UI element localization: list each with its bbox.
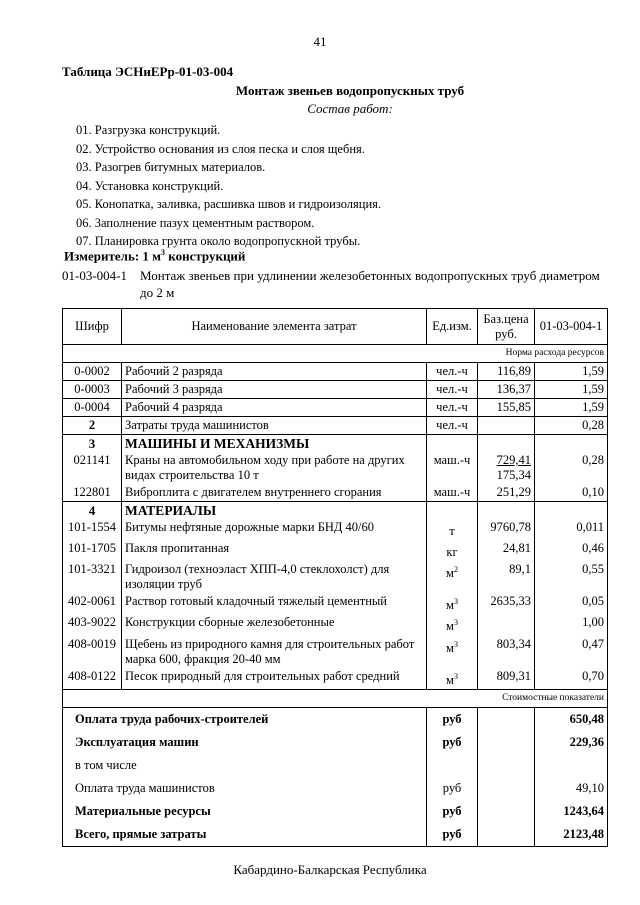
table-title: Таблица ЭСНиЕРр-01-03-004 xyxy=(62,64,234,79)
row-name: Виброплита с двигателем внутреннего сгорания xyxy=(122,484,427,502)
norm-description: Монтаж звеньев при удлинении железобетонных водопропускных труб диаметром до 2 м xyxy=(140,268,600,300)
row-price: 9760,78 xyxy=(478,519,535,540)
row-code: 0-0004 xyxy=(63,399,122,417)
header-price: Баз.цена руб. xyxy=(478,309,535,345)
row-price: 809,31 xyxy=(478,668,535,690)
row-price xyxy=(478,614,535,635)
row-price: 2635,33 xyxy=(478,593,535,614)
table-row xyxy=(63,381,608,399)
cost-name: в том числе xyxy=(63,754,427,777)
row-code: 0-0002 xyxy=(63,363,122,381)
section-title: МАШИНЫ И МЕХАНИЗМЫ xyxy=(122,435,427,453)
row-code: 408-0122 xyxy=(63,668,122,690)
row-name: Рабочий 4 разряда xyxy=(122,399,427,417)
cost-unit: руб xyxy=(427,731,478,754)
row-unit xyxy=(427,561,478,593)
row-code: 122801 xyxy=(63,484,122,502)
cost-name: Оплата труда машинистов xyxy=(63,777,427,800)
unit-text: м xyxy=(446,672,454,687)
cost-unit xyxy=(427,754,478,777)
section-header-row xyxy=(63,502,608,520)
unit-text: м xyxy=(446,566,454,581)
row-code: 0-0003 xyxy=(63,381,122,399)
cost-value: 2123,48 xyxy=(535,823,608,847)
section-number: 3 xyxy=(63,435,122,453)
row-name: Рабочий 2 разряда xyxy=(122,363,427,381)
row-price: 155,85 xyxy=(478,399,535,417)
table-row xyxy=(63,614,608,635)
row-price: 251,29 xyxy=(478,484,535,502)
table-row xyxy=(63,561,608,593)
cost-value: 49,10 xyxy=(535,777,608,800)
subheading: Состав работ: xyxy=(307,101,393,116)
row-unit xyxy=(427,668,478,690)
table-row xyxy=(63,668,608,690)
row-unit xyxy=(427,519,478,540)
price-secondary: 175,34 xyxy=(496,468,531,482)
works-item: 03. Разогрев битумных материалов. xyxy=(76,160,266,174)
works-item: 04. Установка конструкций. xyxy=(76,178,224,193)
row-value: 0,46 xyxy=(535,540,608,561)
section-number: 2 xyxy=(63,417,122,435)
row-unit: чел.-ч xyxy=(427,417,478,435)
row-code: 021141 xyxy=(63,452,122,484)
cost-caption: Стоимостные показатели xyxy=(63,689,608,707)
cost-row xyxy=(63,823,608,847)
unit-text: м xyxy=(446,598,454,613)
row-name: Конструкции сборные железобетонные xyxy=(122,614,427,635)
row-value: 1,59 xyxy=(535,363,608,381)
measure-sup: 3 xyxy=(161,248,166,257)
table-row xyxy=(63,363,608,381)
cost-row xyxy=(63,707,608,731)
section-title: МАТЕРИАЛЫ xyxy=(122,502,427,520)
row-name: Рабочий 3 разряда xyxy=(122,381,427,399)
row-name: Гидроизол (техноэласт ХПП-4,0 стеклохолст) для изоляции труб xyxy=(122,561,427,593)
cost-row xyxy=(63,731,608,754)
cost-value: 650,48 xyxy=(535,707,608,731)
unit-sup: 3 xyxy=(453,671,458,681)
row-price xyxy=(478,417,535,435)
row-value: 1,59 xyxy=(535,399,608,417)
row-name: Раствор готовый кладочный тяжелый цементный xyxy=(122,593,427,614)
row-value: 0,55 xyxy=(535,561,608,593)
unit-text: м xyxy=(446,619,454,634)
table-row xyxy=(63,452,608,484)
row-name: Песок природный для строительных работ средний xyxy=(122,668,427,690)
unit-text: м xyxy=(446,640,454,655)
row-unit xyxy=(427,614,478,635)
table-row xyxy=(63,417,608,435)
cost-unit: руб xyxy=(427,823,478,847)
page-number: 41 xyxy=(313,34,327,49)
works-item: 06. Заполнение пазух цементным раствором. xyxy=(76,215,315,230)
table-row xyxy=(63,484,608,502)
row-price: 89,1 xyxy=(478,561,535,593)
row-value: 0,28 xyxy=(535,452,608,484)
table-row xyxy=(63,540,608,561)
cost-name: Всего, прямые затраты xyxy=(63,823,427,847)
section-header-row xyxy=(63,435,608,453)
row-code: 101-1705 xyxy=(63,540,122,561)
cost-name: Материальные ресурсы xyxy=(63,800,427,823)
row-value: 0,10 xyxy=(535,484,608,502)
table-header-row xyxy=(63,309,608,345)
norm-caption: Норма расхода ресурсов xyxy=(63,345,608,363)
row-name: Пакля пропитанная xyxy=(122,540,427,561)
norm-code: 01-03-004-1 xyxy=(62,268,127,283)
row-name: Щебень из природного камня для строительных работ марка 600, фракция 20-40 мм xyxy=(122,636,427,668)
cost-row xyxy=(63,777,608,800)
price-main: 729,41 xyxy=(496,453,531,467)
cost-unit: руб xyxy=(427,777,478,800)
measure-tail: конструкций xyxy=(165,248,246,264)
row-unit xyxy=(427,540,478,561)
cost-name: Эксплуатация машин xyxy=(63,731,427,754)
row-value: 1,00 xyxy=(535,614,608,635)
row-unit: маш.-ч xyxy=(427,452,478,484)
cost-row xyxy=(63,754,608,777)
works-item: 07. Планировка грунта около водопропускной трубы. xyxy=(76,234,361,248)
unit-sup: 3 xyxy=(453,597,458,607)
header-unit: Ед.изм. xyxy=(427,309,478,345)
header-name: Наименование элемента затрат xyxy=(122,309,427,345)
row-price: 136,37 xyxy=(478,381,535,399)
row-code: 101-1554 xyxy=(63,519,122,540)
row-price: 803,34 xyxy=(478,636,535,668)
cost-unit: руб xyxy=(427,800,478,823)
row-value: 0,28 xyxy=(535,417,608,435)
row-value: 1,59 xyxy=(535,381,608,399)
row-unit xyxy=(427,636,478,668)
row-value: 0,05 xyxy=(535,593,608,614)
works-list xyxy=(76,121,381,251)
row-code: 403-9022 xyxy=(63,614,122,635)
cost-row xyxy=(63,800,608,823)
resources-table xyxy=(62,308,608,847)
unit-text: кг xyxy=(446,545,458,560)
row-code: 101-3321 xyxy=(63,561,122,593)
measure-label: Измеритель: 1 м xyxy=(64,248,162,264)
cost-value: 229,36 xyxy=(535,731,608,754)
header-code: Шифр xyxy=(63,309,122,345)
row-unit: маш.-ч xyxy=(427,484,478,502)
row-price: 116,89 xyxy=(478,363,535,381)
row-name: Битумы нефтяные дорожные марки БНД 40/60 xyxy=(122,519,427,540)
unit-sup: 3 xyxy=(453,618,458,628)
table-row xyxy=(63,399,608,417)
row-unit: чел.-ч xyxy=(427,399,478,417)
cost-value: 1243,64 xyxy=(535,800,608,823)
row-value: 0,011 xyxy=(535,519,608,540)
unit-sup: 2 xyxy=(453,565,458,575)
section-number: 4 xyxy=(63,502,122,520)
row-code: 408-0019 xyxy=(63,636,122,668)
row-code: 402-0061 xyxy=(63,593,122,614)
row-value: 0,47 xyxy=(535,636,608,668)
works-item: 01. Разгрузка конструкций. xyxy=(76,123,221,137)
footer-region: Кабардино-Балкарская Республика xyxy=(233,862,427,877)
cost-name: Оплата труда рабочих-строителей xyxy=(63,707,427,731)
unit-text: т xyxy=(449,524,455,539)
row-unit xyxy=(427,593,478,614)
works-item: 05. Конопатка, заливка, расшивка швов и гидроизоляция. xyxy=(76,197,382,211)
unit-sup: 3 xyxy=(453,639,458,649)
cost-unit: руб xyxy=(427,707,478,731)
heading: Монтаж звеньев водопропускных труб xyxy=(235,83,465,98)
row-value: 0,70 xyxy=(535,668,608,690)
cost-value xyxy=(535,754,608,777)
row-name: Краны на автомобильном ходу при работе на других видах строительства 10 т xyxy=(122,452,427,484)
measure-unit xyxy=(64,248,245,264)
row-name: Затраты труда машинистов xyxy=(122,417,427,435)
header-norm: 01-03-004-1 xyxy=(535,309,608,345)
works-item: 02. Устройство основания из слоя песка и слоя щебня. xyxy=(76,141,365,156)
table-row xyxy=(63,636,608,668)
row-unit: чел.-ч xyxy=(427,381,478,399)
table-row xyxy=(63,519,608,540)
row-price: 24,81 xyxy=(478,540,535,561)
row-unit: чел.-ч xyxy=(427,363,478,381)
table-row xyxy=(63,593,608,614)
row-price xyxy=(478,452,535,484)
